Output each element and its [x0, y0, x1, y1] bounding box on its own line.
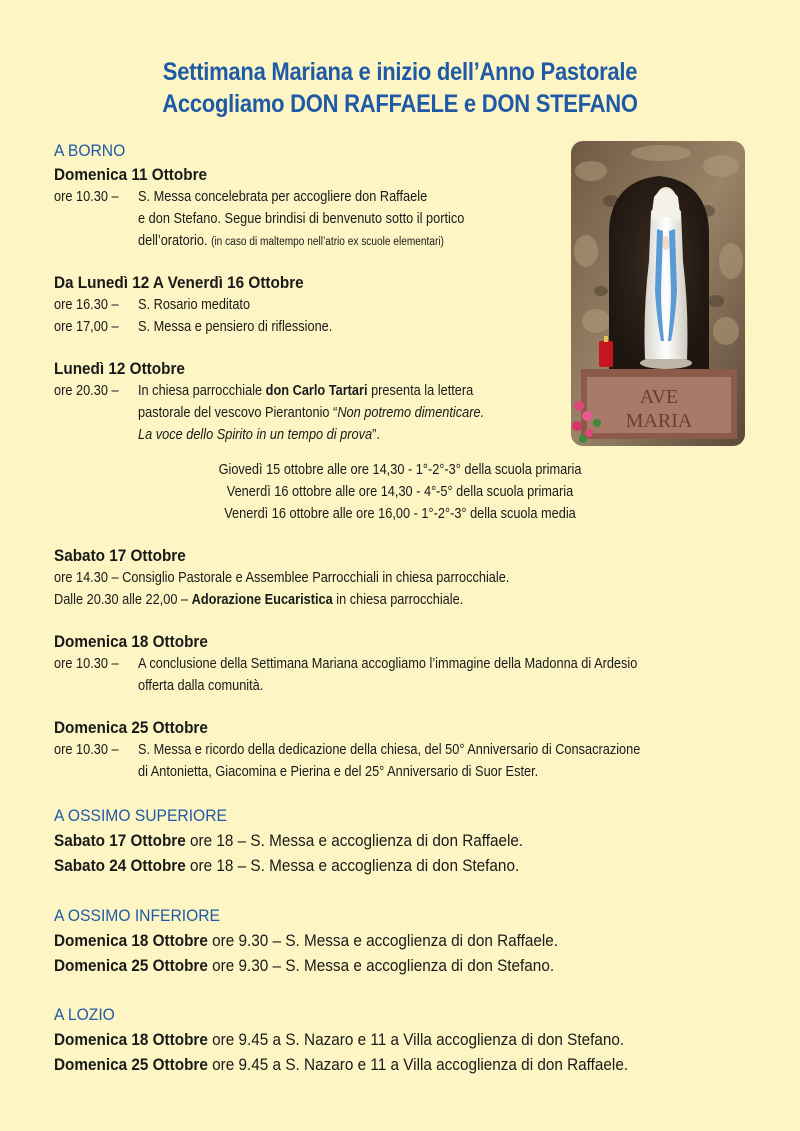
text-part: pastorale del vescovo Pierantonio “: [138, 405, 338, 421]
schedule-row: [54, 831, 523, 851]
row-text: ore 18 – S. Messa e accoglienza di don Stefano.: [190, 856, 520, 875]
event-text: [138, 427, 380, 443]
event-text: ore 14.30 – Consiglio Pastorale e Assemblee Parrocchiali in chiesa parrocchiale.: [54, 570, 510, 586]
time-label: ore 20.30 –: [54, 383, 119, 399]
day-heading: Domenica 11 Ottobre: [54, 165, 208, 184]
schedule-row: [54, 1055, 628, 1075]
text-part-italic: Non potremo dimenticare.: [337, 405, 485, 421]
madonna-grotto-photo: [571, 141, 745, 446]
section-heading-ossimo-superiore: A OSSIMO SUPERIORE: [54, 806, 227, 825]
plaque-text-line2: MARIA: [625, 410, 693, 432]
event-text: S. Rosario meditato: [138, 297, 251, 313]
row-text: ore 9.45 a S. Nazaro e 11 a Villa accoglienza di don Raffaele.: [212, 1055, 629, 1074]
time-label: ore 10.30 –: [54, 656, 119, 672]
row-text: ore 9.30 – S. Messa e accoglienza di don Raffaele.: [212, 931, 559, 950]
school-line: Giovedì 15 ottobre alle ore 14,30 - 1°-2°-3° della scuola primaria: [218, 462, 582, 478]
row-day: Domenica 25 Ottobre: [54, 1055, 208, 1074]
section-heading-lozio: A LOZIO: [54, 1005, 115, 1024]
event-text: e don Stefano. Segue brindisi di benvenuto sotto il portico: [138, 211, 465, 227]
schedule-row: [54, 956, 554, 976]
section-heading-borno: A BORNO: [54, 141, 126, 160]
text-part-bold: Adorazione Eucaristica: [191, 592, 333, 608]
event-note: (in caso di maltempo nell’atrio ex scuole elementari): [211, 236, 444, 248]
day-heading: Sabato 17 Ottobre: [54, 546, 186, 565]
event-text: S. Messa e pensiero di riflessione.: [138, 319, 333, 335]
event-text: offerta dalla comunità.: [138, 678, 264, 694]
plaque-text-line1: AVE: [639, 386, 679, 408]
row-text: ore 9.30 – S. Messa e accoglienza di don Stefano.: [212, 956, 555, 975]
text-part: Dalle 20.30 alle 22,00 –: [54, 592, 189, 608]
text-part: presenta la lettera: [371, 383, 474, 399]
day-heading: Domenica 18 Ottobre: [54, 632, 208, 651]
text-part: in chiesa parrocchiale.: [336, 592, 464, 608]
event-text: [138, 383, 473, 399]
text-part-italic: La voce dello Spirito in un tempo di prova: [138, 427, 373, 443]
row-day: Domenica 18 Ottobre: [54, 1030, 208, 1049]
text-part: In chiesa parrocchiale: [138, 383, 263, 399]
day-heading: Domenica 25 Ottobre: [54, 718, 208, 737]
school-line: Venerdì 16 ottobre alle ore 14,30 - 4°-5° della scuola primaria: [226, 484, 574, 500]
row-day: Sabato 24 Ottobre: [54, 856, 186, 875]
time-label: ore 10.30 –: [54, 189, 119, 205]
schedule-row: [54, 856, 519, 876]
school-line: Venerdì 16 ottobre alle ore 16,00 - 1°-2°-3° della scuola media: [224, 506, 576, 522]
time-label: ore 10.30 –: [54, 742, 119, 758]
event-text: S. Messa e ricordo della dedicazione della chiesa, del 50° Anniversario di Consacrazione: [138, 742, 641, 758]
event-text: A conclusione della Settimana Mariana accogliamo l’immagine della Madonna di Ardesio: [138, 656, 638, 672]
section-heading-ossimo-inferiore: A OSSIMO INFERIORE: [54, 906, 220, 925]
schedule-row: [54, 1030, 624, 1050]
event-text-main: dell’oratorio.: [138, 233, 208, 249]
event-text: [138, 233, 444, 249]
event-text: di Antonietta, Giacomina e Pierina e del 25° Anniversario di Suor Ester.: [138, 764, 539, 780]
text-part: ”.: [372, 427, 380, 443]
title-line-1: Settimana Mariana e inizio dell’Anno Pastorale: [162, 58, 638, 86]
grotto-illustration: [571, 141, 745, 446]
time-label: ore 16.30 –: [54, 297, 119, 313]
title-line-2: Accogliamo DON RAFFAELE e DON STEFANO: [162, 90, 638, 118]
row-day: Domenica 18 Ottobre: [54, 931, 208, 950]
row-text: ore 9.45 a S. Nazaro e 11 a Villa accoglienza di don Stefano.: [212, 1030, 625, 1049]
event-text: [138, 405, 484, 421]
time-label: ore 17,00 –: [54, 319, 119, 335]
day-heading: Da Lunedì 12 A Venerdì 16 Ottobre: [54, 273, 304, 292]
row-day: Domenica 25 Ottobre: [54, 956, 208, 975]
event-text: S. Messa concelebrata per accogliere don Raffaele: [138, 189, 428, 205]
row-text: ore 18 – S. Messa e accoglienza di don Raffaele.: [190, 831, 524, 850]
event-text: [54, 592, 463, 608]
day-heading: Lunedì 12 Ottobre: [54, 359, 185, 378]
schedule-row: [54, 931, 558, 951]
row-day: Sabato 17 Ottobre: [54, 831, 186, 850]
text-part-bold: don Carlo Tartari: [265, 383, 368, 399]
